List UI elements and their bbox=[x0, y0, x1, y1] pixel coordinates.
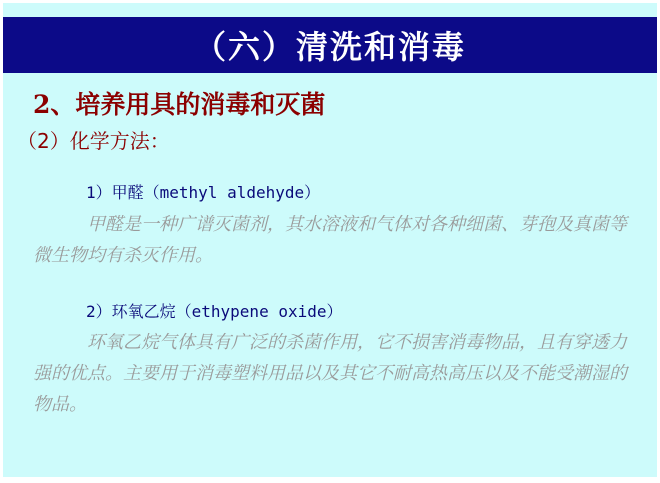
item-description-formaldehyde: 甲醛是一种广谱灭菌剂，其水溶液和气体对各种细菌、芽孢及真菌等微生物均有杀灭作用。 bbox=[33, 214, 627, 266]
item-description-ethylene-oxide: 环氧乙烷气体具有广泛的杀菌作用，它不损害消毒物品，且有穿透力强的优点。主要用于消毒塑料用品以及其它不耐高热高压以及不能受潮湿的物品。 bbox=[33, 332, 627, 415]
item-title-formaldehyde: 1）甲醛（methyl aldehyde） bbox=[86, 183, 321, 202]
section-heading: 2、培养用具的消毒和灭菌 bbox=[33, 90, 326, 119]
item-title-ethylene-oxide: 2）环氧乙烷（ethypene oxide） bbox=[86, 302, 343, 321]
method-heading: （2）化学方法： bbox=[17, 129, 170, 153]
slide-title: （六）清洗和消毒 bbox=[193, 28, 466, 66]
title-bar bbox=[3, 17, 657, 73]
slide bbox=[3, 3, 657, 477]
